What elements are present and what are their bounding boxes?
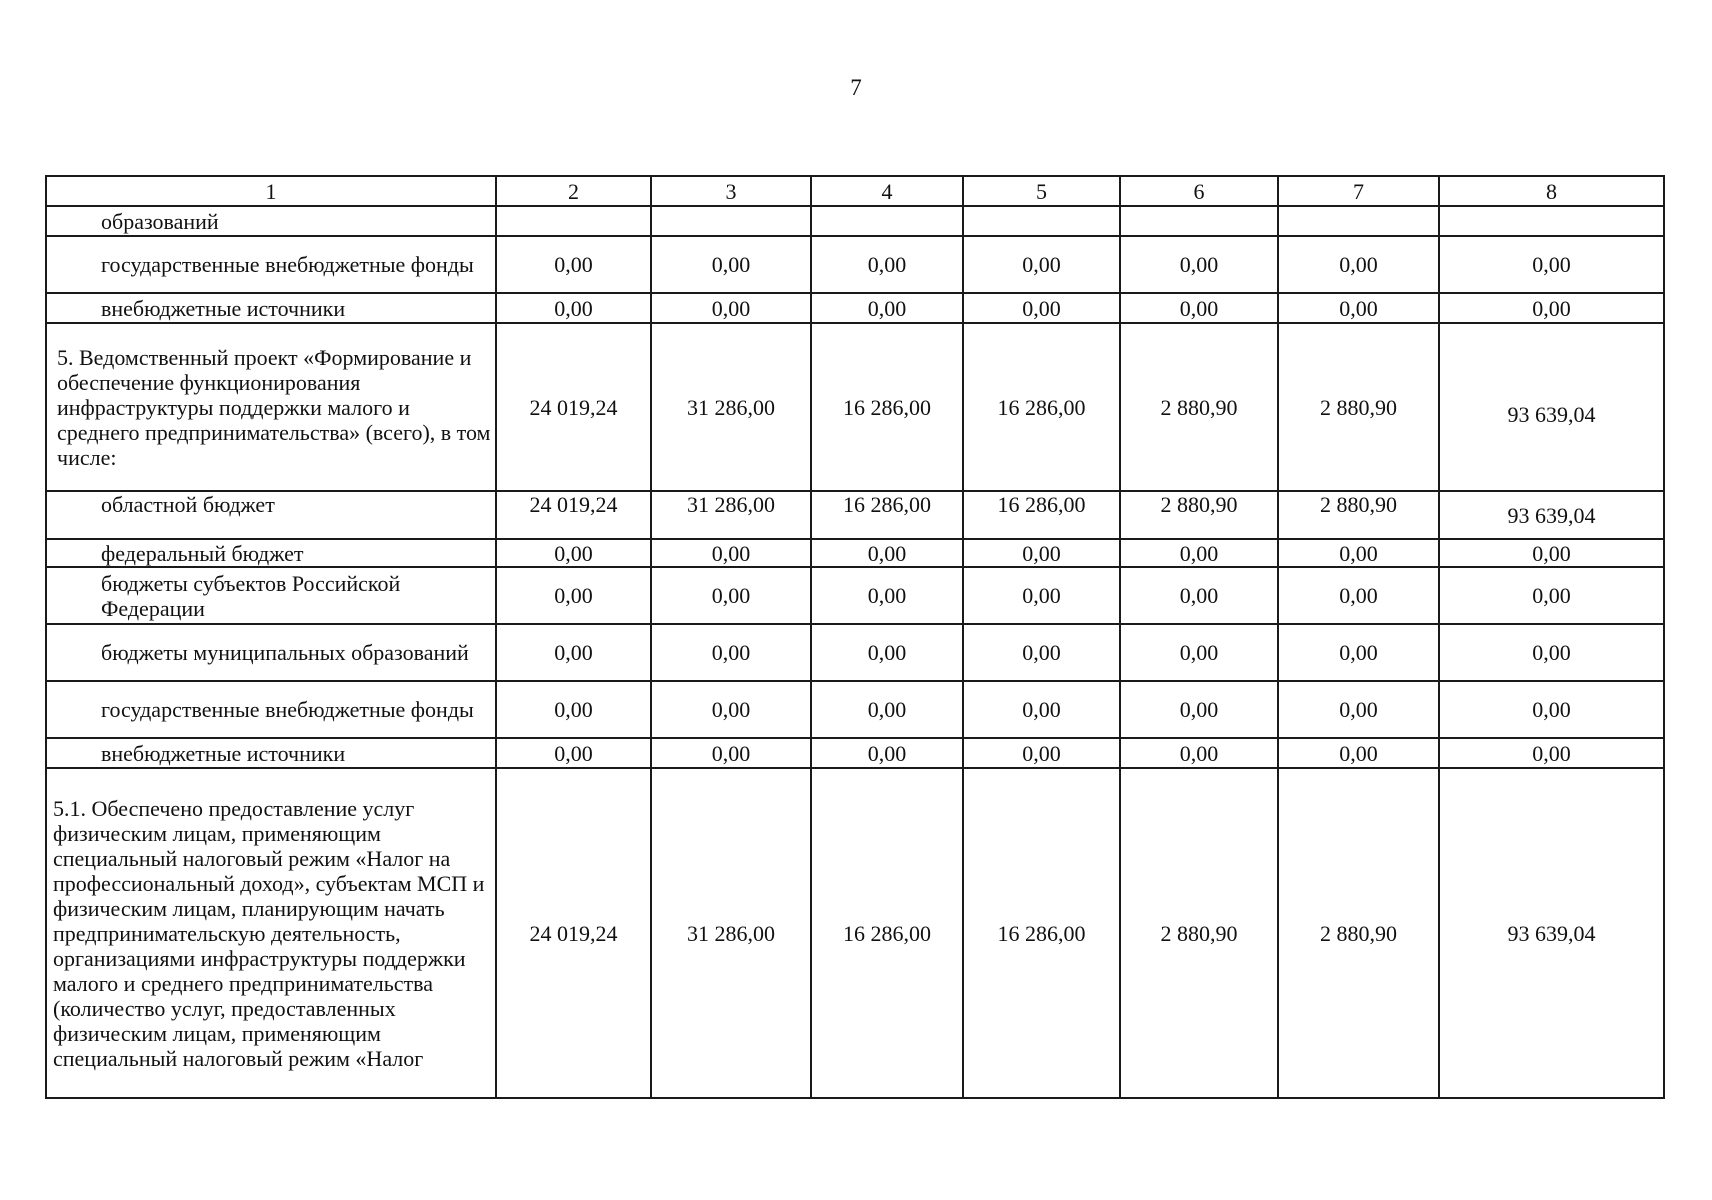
value-cell: 0,00 bbox=[963, 738, 1120, 768]
table-row bbox=[46, 768, 1664, 1098]
table-row bbox=[46, 323, 1664, 491]
value-cell: 0,00 bbox=[1278, 681, 1439, 738]
value-cell: 0,00 bbox=[1278, 567, 1439, 624]
value-cell: 16 286,00 bbox=[963, 323, 1120, 491]
value-cell: 0,00 bbox=[496, 681, 651, 738]
table-row bbox=[46, 293, 1664, 323]
value-cell: 2 880,90 bbox=[1278, 768, 1439, 1098]
value-cell: 0,00 bbox=[1120, 293, 1278, 323]
table-row bbox=[46, 624, 1664, 681]
value-cell: 0,00 bbox=[1278, 293, 1439, 323]
value-cell: 0,00 bbox=[1120, 738, 1278, 768]
page-number: 7 bbox=[850, 75, 862, 100]
value-cell bbox=[1120, 206, 1278, 236]
row-label: государственные внебюджетные фонды bbox=[46, 681, 496, 738]
value-cell: 0,00 bbox=[496, 738, 651, 768]
value-cell: 2 880,90 bbox=[1278, 491, 1439, 539]
row-label: 5. Ведомственный проект «Формирование и обеспечение функционирования инфраструктуры поддержки малого и среднего предпринимательства» (всего), в том числе: bbox=[46, 323, 496, 491]
value-cell: 2 880,90 bbox=[1120, 323, 1278, 491]
row-label: образований bbox=[46, 206, 496, 236]
value-cell: 0,00 bbox=[811, 567, 963, 624]
value-cell: 0,00 bbox=[963, 539, 1120, 567]
value-cell: 0,00 bbox=[963, 293, 1120, 323]
value-cell: 0,00 bbox=[651, 236, 811, 293]
value-cell: 0,00 bbox=[811, 236, 963, 293]
value-cell: 0,00 bbox=[651, 681, 811, 738]
value-cell: 0,00 bbox=[963, 567, 1120, 624]
value-cell: 16 286,00 bbox=[963, 768, 1120, 1098]
value-cell: 0,00 bbox=[1120, 236, 1278, 293]
value-cell: 93 639,04 bbox=[1439, 768, 1664, 1098]
header-cell: 6 bbox=[1120, 176, 1278, 206]
value-cell: 2 880,90 bbox=[1120, 491, 1278, 539]
value-cell bbox=[651, 206, 811, 236]
value-cell: 0,00 bbox=[963, 681, 1120, 738]
table-row bbox=[46, 206, 1664, 236]
value-cell: 0,00 bbox=[1439, 624, 1664, 681]
value-cell: 2 880,90 bbox=[1278, 323, 1439, 491]
value-cell: 0,00 bbox=[651, 567, 811, 624]
value-cell: 0,00 bbox=[496, 539, 651, 567]
row-label: бюджеты субъектов Российской Федерации bbox=[46, 567, 496, 624]
value-cell: 93 639,04 bbox=[1439, 323, 1664, 491]
value-cell: 16 286,00 bbox=[963, 491, 1120, 539]
value-cell: 0,00 bbox=[1439, 567, 1664, 624]
value-cell: 24 019,24 bbox=[496, 768, 651, 1098]
row-label: бюджеты муниципальных образований bbox=[46, 624, 496, 681]
table-row bbox=[46, 236, 1664, 293]
value-cell: 0,00 bbox=[1278, 624, 1439, 681]
value-cell: 0,00 bbox=[496, 567, 651, 624]
value-cell: 0,00 bbox=[1120, 539, 1278, 567]
value-cell: 24 019,24 bbox=[496, 491, 651, 539]
value-cell bbox=[1439, 206, 1664, 236]
value-cell: 0,00 bbox=[651, 539, 811, 567]
table-row bbox=[46, 491, 1664, 539]
budget-table bbox=[45, 175, 1665, 1099]
value-cell: 0,00 bbox=[651, 624, 811, 681]
value-cell: 0,00 bbox=[1120, 567, 1278, 624]
header-cell: 7 bbox=[1278, 176, 1439, 206]
value-cell: 0,00 bbox=[1439, 236, 1664, 293]
value-cell: 0,00 bbox=[651, 293, 811, 323]
value-cell: 16 286,00 bbox=[811, 491, 963, 539]
value-cell bbox=[811, 206, 963, 236]
row-label: внебюджетные источники bbox=[46, 293, 496, 323]
table-row bbox=[46, 567, 1664, 624]
value-cell: 0,00 bbox=[1439, 293, 1664, 323]
row-label: областной бюджет bbox=[46, 491, 496, 539]
value-cell: 0,00 bbox=[811, 293, 963, 323]
value-cell: 0,00 bbox=[1439, 738, 1664, 768]
table-header-row bbox=[46, 176, 1664, 206]
header-cell: 1 bbox=[46, 176, 496, 206]
value-cell: 0,00 bbox=[1439, 681, 1664, 738]
value-cell: 0,00 bbox=[811, 681, 963, 738]
row-label: государственные внебюджетные фонды bbox=[46, 236, 496, 293]
table-row bbox=[46, 738, 1664, 768]
value-cell: 16 286,00 bbox=[811, 768, 963, 1098]
value-cell: 0,00 bbox=[1278, 236, 1439, 293]
header-cell: 5 bbox=[963, 176, 1120, 206]
value-cell: 31 286,00 bbox=[651, 768, 811, 1098]
value-cell: 0,00 bbox=[1278, 539, 1439, 567]
row-label: 5.1. Обеспечено предоставление услуг физическим лицам, применяющим специальный налоговый режим «Налог на профессиональный доход», субъектам МСП и физическим лицам, планирующим начать предпринимательскую деятельность, организациями инфраструктуры поддержки малого и среднего предпринимательства (количество услуг, предоставленных физическим лицам, применяющим специальный налоговый режим «Налог bbox=[46, 768, 496, 1098]
value-cell: 0,00 bbox=[496, 236, 651, 293]
value-cell: 16 286,00 bbox=[811, 323, 963, 491]
value-cell: 0,00 bbox=[1120, 624, 1278, 681]
value-cell: 0,00 bbox=[651, 738, 811, 768]
value-cell bbox=[1278, 206, 1439, 236]
value-cell: 31 286,00 bbox=[651, 323, 811, 491]
header-cell: 8 bbox=[1439, 176, 1664, 206]
value-cell: 0,00 bbox=[496, 293, 651, 323]
value-cell: 93 639,04 bbox=[1439, 491, 1664, 539]
table-row bbox=[46, 539, 1664, 567]
value-cell: 2 880,90 bbox=[1120, 768, 1278, 1098]
row-label: федеральный бюджет bbox=[46, 539, 496, 567]
value-cell: 0,00 bbox=[811, 738, 963, 768]
value-cell bbox=[963, 206, 1120, 236]
value-cell: 24 019,24 bbox=[496, 323, 651, 491]
value-cell: 0,00 bbox=[963, 236, 1120, 293]
value-cell: 0,00 bbox=[963, 624, 1120, 681]
header-cell: 3 bbox=[651, 176, 811, 206]
value-cell: 0,00 bbox=[1120, 681, 1278, 738]
header-cell: 2 bbox=[496, 176, 651, 206]
value-cell: 0,00 bbox=[1278, 738, 1439, 768]
value-cell bbox=[496, 206, 651, 236]
value-cell: 0,00 bbox=[811, 624, 963, 681]
value-cell: 31 286,00 bbox=[651, 491, 811, 539]
header-cell: 4 bbox=[811, 176, 963, 206]
row-label: внебюджетные источники bbox=[46, 738, 496, 768]
value-cell: 0,00 bbox=[1439, 539, 1664, 567]
value-cell: 0,00 bbox=[811, 539, 963, 567]
table-row bbox=[46, 681, 1664, 738]
value-cell: 0,00 bbox=[496, 624, 651, 681]
